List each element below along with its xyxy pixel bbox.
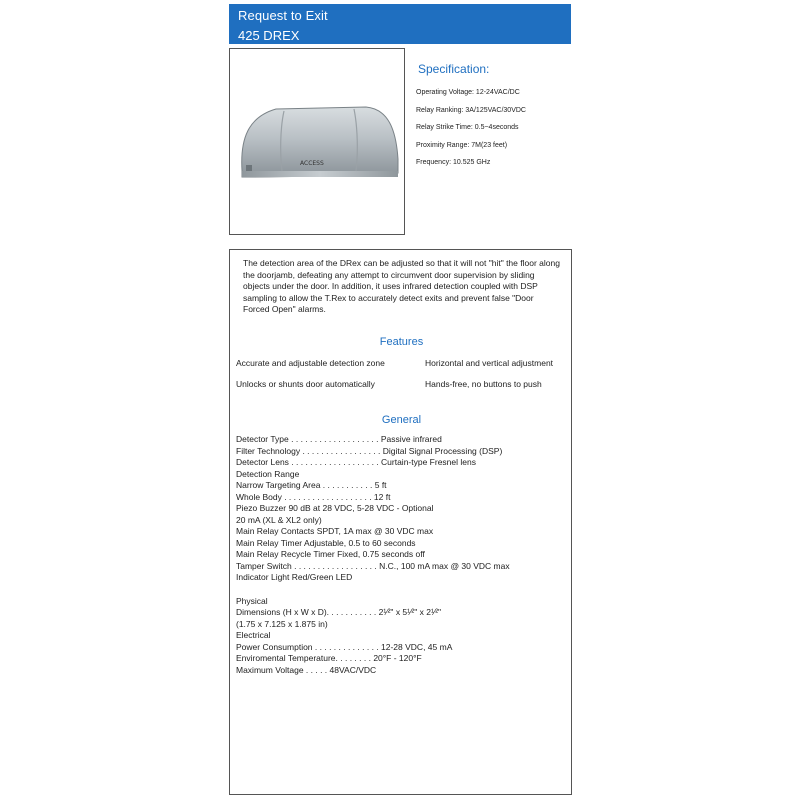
general-line: Dimensions (H x W x D). . . . . . . . . . . 2¹⁄²" x 5¹⁄²" x 2¹⁄²" <box>236 607 442 617</box>
general-line: Maximum Voltage . . . . . 48VAC/VDC <box>236 665 377 675</box>
general-title: General <box>381 414 422 426</box>
general-line: Physical <box>236 596 268 606</box>
general-line: Main Relay Contacts SPDT, 1A max @ 30 VDC max <box>236 526 434 536</box>
general-line: Detector Type . . . . . . . . . . . . . . . . . . . Passive infrared <box>236 434 442 444</box>
header-title: Request to Exit <box>238 8 328 23</box>
product-image-frame <box>229 48 405 235</box>
general-line: Electrical <box>236 630 271 640</box>
feature-item: Accurate and adjustable detection zone <box>236 358 385 368</box>
general-line: Detection Range <box>236 469 300 479</box>
description-text: The detection area of the DRex can be adjusted so that it will not "hit" the floor along the doorjamb, defeating any attempt to circumvent door supervision by sliding objects under the door. In addition, it uses infrared detection coupled with DSP sampling to allow the T.Rex to accurately detect exits and prevent false "Door Forced Open" alarms. <box>243 258 560 315</box>
general-line: Detector Lens . . . . . . . . . . . . . . . . . . . Curtain-type Fresnel lens <box>236 457 476 467</box>
header-model: 425 DREX <box>238 28 300 43</box>
general-line: (1.75 x 7.125 x 1.875 in) <box>236 619 328 629</box>
spec-line: Relay Ranking: 3A/125VAC/30VDC <box>416 107 526 114</box>
general-line: Piezo Buzzer 90 dB at 28 VDC, 5-28 VDC - Optional <box>236 503 434 513</box>
general-line: Enviromental Temperature. . . . . . . . 20°F - 120°F <box>236 653 422 663</box>
general-line: Whole Body . . . . . . . . . . . . . . . . . . . 12 ft <box>236 492 391 502</box>
feature-item: Hands-free, no buttons to push <box>425 379 542 389</box>
general-line: Power Consumption . . . . . . . . . . . . . . 12-28 VDC, 45 mA <box>236 642 453 652</box>
page-header <box>229 4 571 44</box>
general-line: Filter Technology . . . . . . . . . . . . . . . . . Digital Signal Processing (DSP) <box>236 446 503 456</box>
general-line: Tamper Switch . . . . . . . . . . . . . . . . . . N.C., 100 mA max @ 30 VDC max <box>236 561 510 571</box>
general-line: 20 mA (XL & XL2 only) <box>236 515 322 525</box>
general-line: Main Relay Timer Adjustable, 0.5 to 60 seconds <box>236 538 416 548</box>
spec-line: Relay Strike Time: 0.5~4seconds <box>416 124 519 131</box>
spec-line: Operating Voltage: 12-24VAC/DC <box>416 89 520 96</box>
general-line: Main Relay Recycle Timer Fixed, 0.75 seconds off <box>236 549 425 559</box>
product-brand-text: ACCESS <box>300 160 324 167</box>
feature-item: Unlocks or shunts door automatically <box>236 379 375 389</box>
general-line: Narrow Targeting Area . . . . . . . . . . . 5 ft <box>236 480 387 490</box>
spec-line: Proximity Range: 7M(23 feet) <box>416 142 508 149</box>
features-title: Features <box>379 336 424 348</box>
product-image <box>236 99 400 189</box>
specification-section <box>416 62 576 166</box>
feature-item: Horizontal and vertical adjustment <box>425 358 554 368</box>
specification-title: Specification: <box>418 62 490 76</box>
general-line: Indicator Light Red/Green LED <box>236 572 353 582</box>
details-panel <box>229 249 572 795</box>
spec-line: Frequency: 10.525 GHz <box>416 159 491 166</box>
